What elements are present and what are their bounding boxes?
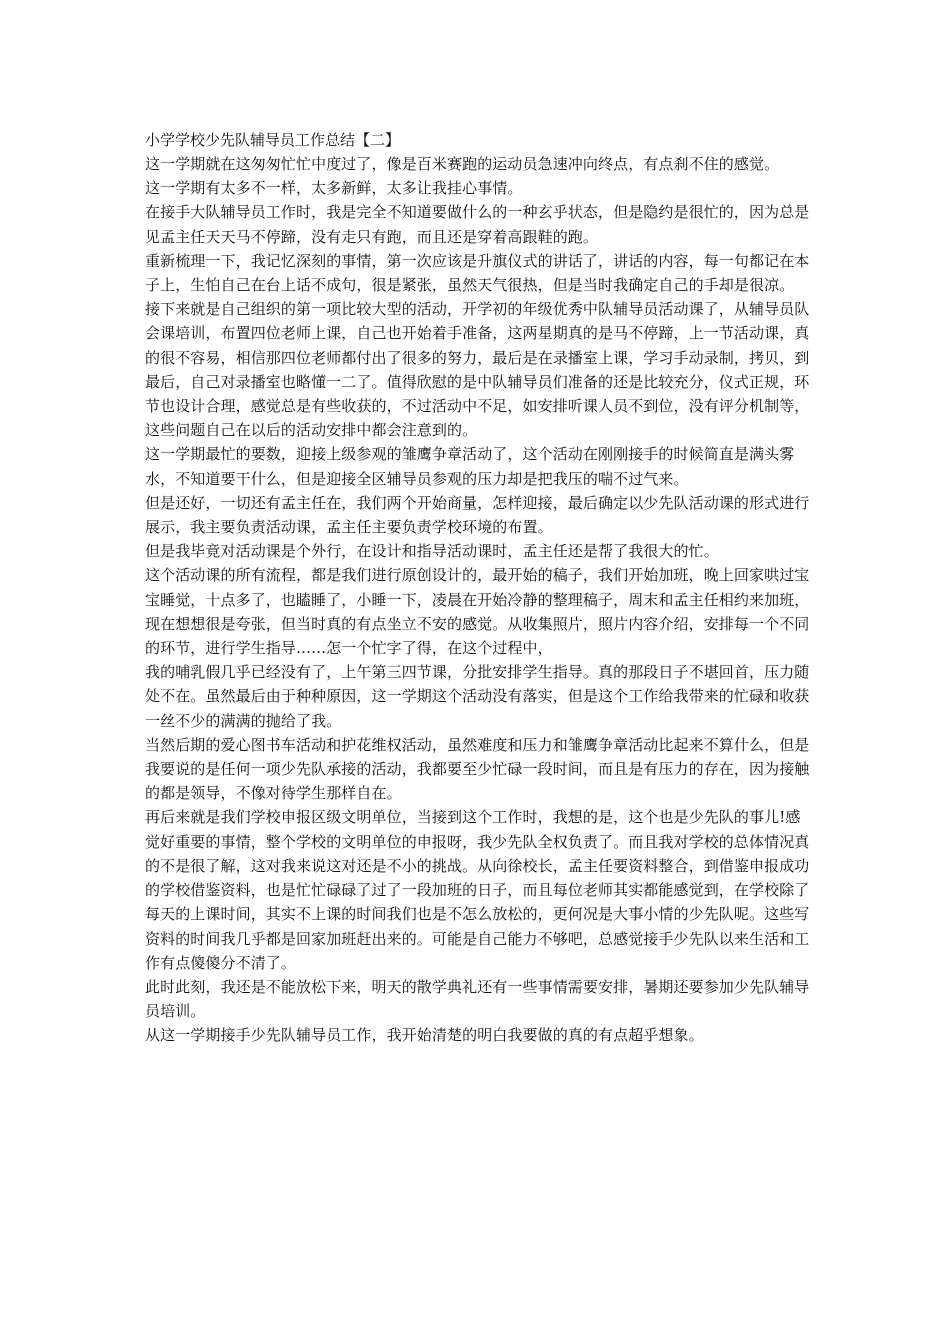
document-page [145,128,810,1048]
document-body [145,152,810,1048]
paragraph: 从这一学期接手少先队辅导员工作，我开始清楚的明白我要做的真的有点超乎想象。 [145,1026,704,1045]
paragraph: 再后来就是我们学校申报区级文明单位，当接到这个工作时，我想的是，这个也是少先队的事儿!感觉好重要的事情，整个学校的文明单位的申报呀，我少先队全权负责了。而且我对学校的总体情况真的不是很了解，这对我来说这对还是不小的挑战。从向徐校长，孟主任要资料整合，到借鉴申报成功的学校借鉴资料，也是忙忙碌碌了过了一段加班的日子，而且每位老师其实都能感觉到，在学校除了每天的上课时间，其实不上课的时间我们也是不怎么放松的，更何况是大事小情的少先队呢。这些写资料的时间我几乎都是回家加班赶出来的。可能是自己能力不够吧，总感觉接手少先队以来生活和工作有点傻傻分不清了。 [145,808,810,972]
paragraph: 接下来就是自己组织的第一项比较大型的活动，开学初的年级优秀中队辅导员活动课了，从辅导员队会课培训，布置四位老师上课，自己也开始着手准备，这两星期真的是马不停蹄，上一节活动课，真的很不容易，相信那四位老师都付出了很多的努力，最后是在录播室上课，学习手动录制，拷贝，到最后，自己对录播室也略懂一二了。值得欣慰的是中队辅导员们准备的还是比较充分，仪式正规，环节也设计合理，感觉总是有些收获的，不过活动中不足，如安排听课人员不到位，没有评分机制等，这些问题自己在以后的活动安排中都会注意到的。 [145,300,810,440]
document-title: 小学学校少先队辅导员工作总结【二】 [145,131,401,149]
paragraph: 这个活动课的所有流程，都是我们进行原创设计的，最开始的稿子，我们开始加班，晚上回家哄过宝宝睡觉，十点多了，也瞌睡了，小睡一下，凌晨在开始冷静的整理稿子，周末和孟主任相约来加班，现在想想很是夸张，但当时真的有点坐立不安的感觉。从收集照片，照片内容介绍，安排每一个不同的环节，进行学生指导……怎一个忙字了得，在这个过程中， [145,566,810,658]
paragraph: 在接手大队辅导员工作时，我是完全不知道要做什么的一种玄乎状态，但是隐约是很忙的，因为总是见孟主任天天马不停蹄，没有走只有跑，而且还是穿着高跟鞋的跑。 [145,203,810,246]
paragraph: 我的哺乳假几乎已经没有了，上午第三四节课，分批安排学生指导。真的那段日子不堪回首，压力随处不在。虽然最后由于种种原因，这一学期这个活动没有落实，但是这个工作给我带来的忙碌和收获一丝不少的满满的抛给了我。 [145,663,810,730]
paragraph: 这一学期有太多不一样，太多新鲜，太多让我挂心事情。 [145,179,523,198]
paragraph: 这一学期最忙的要数，迎接上级参观的雏鹰争章活动了，这个活动在刚刚接手的时候简直是满头雾水，不知道要干什么，但是迎接全区辅导员参观的压力却是把我压的喘不过气来。 [145,445,795,488]
paragraph: 重新梳理一下，我记忆深刻的事情，第一次应该是升旗仪式的讲话了，讲话的内容，每一句都记在本子上，生怕自己在台上话不成句，很是紧张，虽然天气很热，但是当时我确定自己的手却是很凉。 [145,251,810,295]
paragraph: 此时此刻，我还是不能放松下来，明天的散学典礼还有一些事情需要安排，暑期还要参加少先队辅导员培训。 [145,977,810,1021]
paragraph: 但是我毕竟对活动课是个外行，在设计和指导活动课时，孟主任还是帮了我很大的忙。 [145,542,719,561]
paragraph: 当然后期的爱心图书车活动和护花维权活动，虽然难度和压力和雏鹰争章活动比起来不算什么，但是我要说的是任何一项少先队承接的活动，我都要至少忙碌一段时间，而且是有压力的存在，因为接触的都是领导，不像对待学生那样自在。 [145,735,810,803]
paragraph: 但是还好，一切还有孟主任在，我们两个开始商量，怎样迎接，最后确定以少先队活动课的形式进行展示，我主要负责活动课，孟主任主要负责学校环境的布置。 [145,493,810,537]
paragraph: 这一学期就在这匆匆忙忙中度过了，像是百米赛跑的运动员急速冲向终点，有点刹不住的感觉。 [145,155,780,173]
